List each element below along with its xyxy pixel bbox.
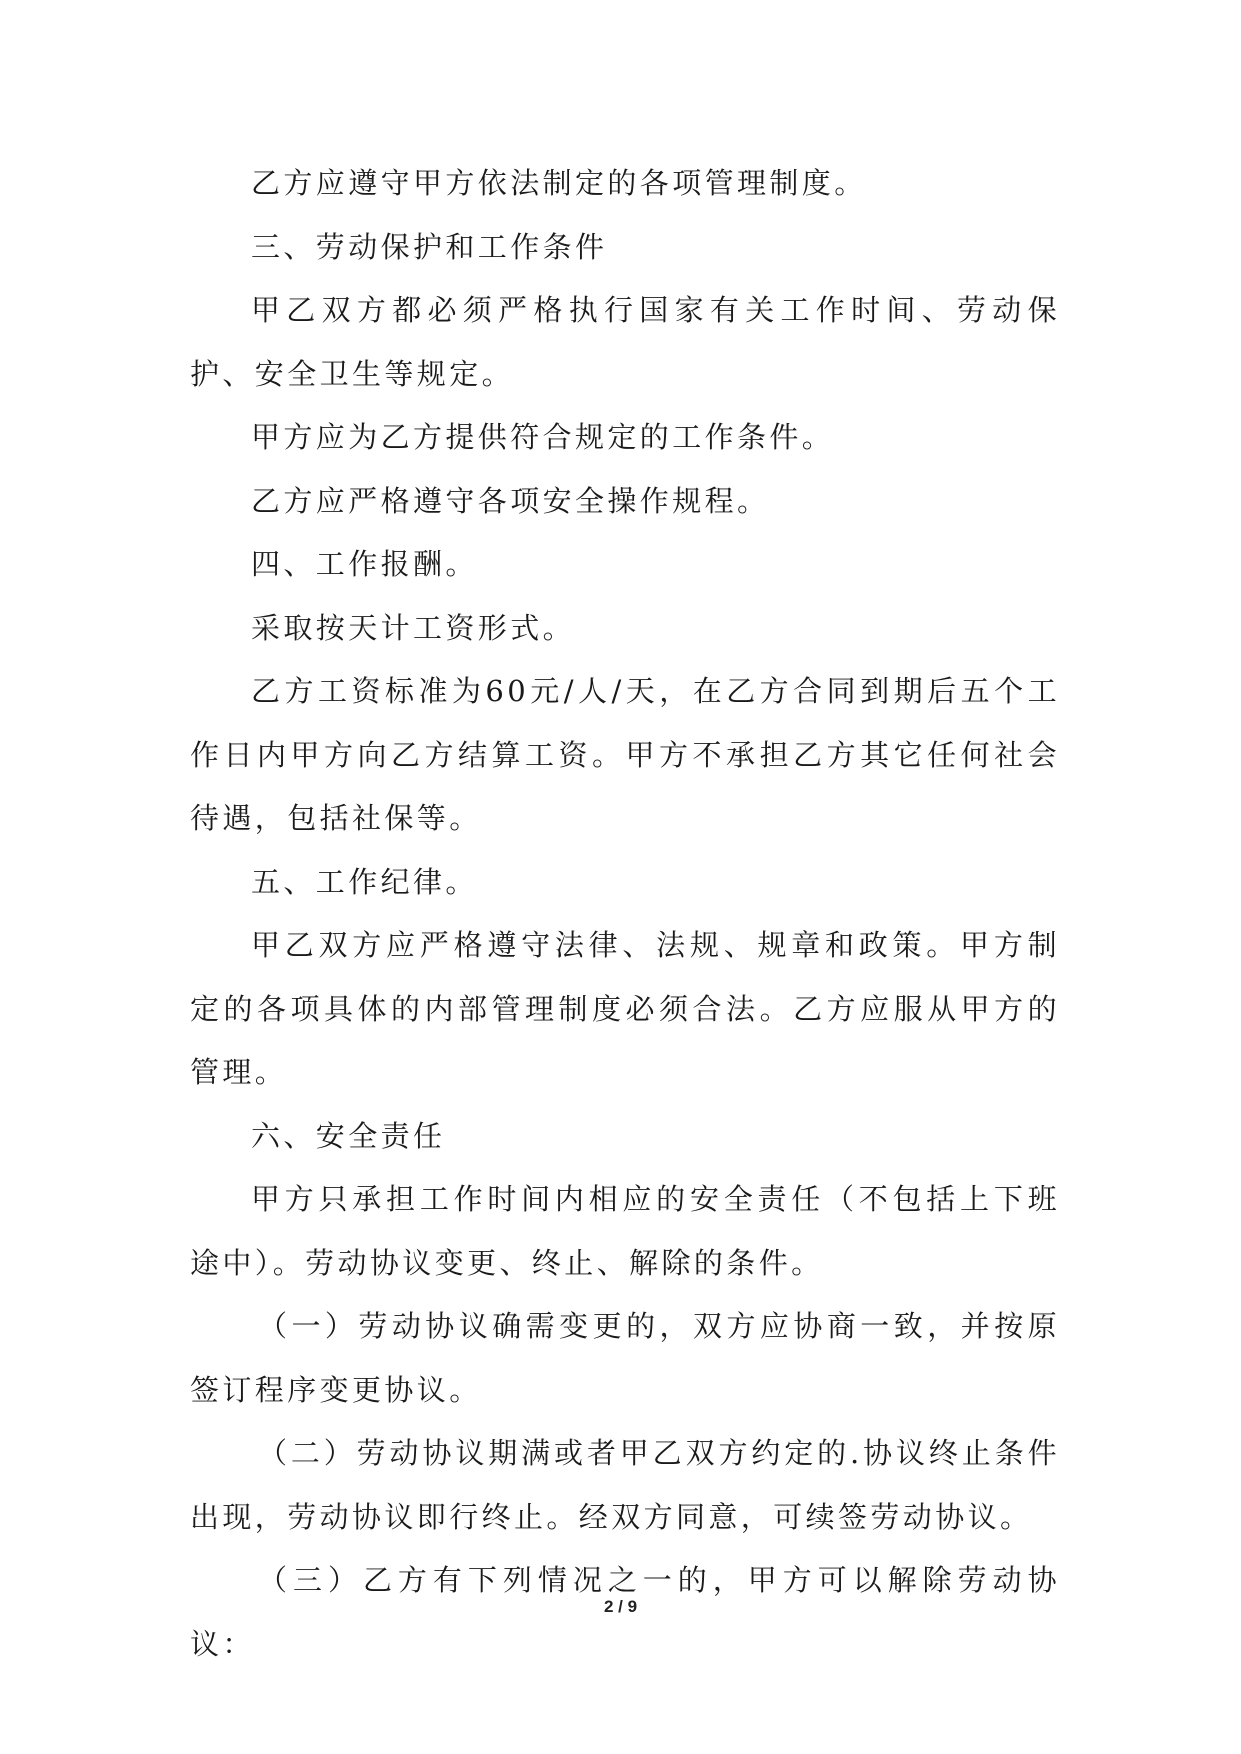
list-item: （二）劳动协议期满或者甲乙双方约定的.协议终止条件出现，劳动协议即行终止。经双方同意，可续签劳动协议。 [190, 1436, 1060, 1534]
section-heading: 五、工作纪律。 [251, 864, 478, 899]
paragraph: 甲乙双方应严格遵守法律、法规、规章和政策。甲方制定的各项具体的内部管理制度必须合法。乙方应服从甲方的管理。 [190, 928, 1060, 1089]
list-item: （一）劳动协议确需变更的，双方应协商一致，并按原签订程序变更协议。 [190, 1309, 1060, 1407]
paragraph: 甲方应为乙方提供符合规定的工作条件。 [251, 420, 835, 454]
section-heading: 六、安全责任 [251, 1118, 446, 1153]
page-number: 2 / 9 [603, 1597, 638, 1616]
section-heading: 四、工作报酬。 [251, 547, 478, 581]
paragraph: 甲乙双方都必须严格执行国家有关工作时间、劳动保护、安全卫生等规定。 [190, 293, 1060, 391]
list-item: （三）乙方有下列情况之一的，甲方可以解除劳动协议： [190, 1563, 1060, 1661]
section-heading: 三、劳动保护和工作条件 [251, 229, 608, 264]
paragraph: 甲方只承担工作时间内相应的安全责任（不包括上下班途中）。劳动协议变更、终止、解除的条件。 [190, 1182, 1060, 1280]
paragraph: 采取按天计工资形式。 [251, 610, 576, 645]
paragraph: 乙方应遵守甲方依法制定的各项管理制度。 [251, 166, 867, 200]
paragraph: 乙方应严格遵守各项安全操作规程。 [251, 483, 770, 518]
paragraph: 乙方工资标准为60元/人/天，在乙方合同到期后五个工作日内甲方向乙方结算工资。甲方不承担乙方其它任何社会待遇，包括社保等。 [190, 674, 1060, 835]
document-body [190, 152, 1060, 1676]
